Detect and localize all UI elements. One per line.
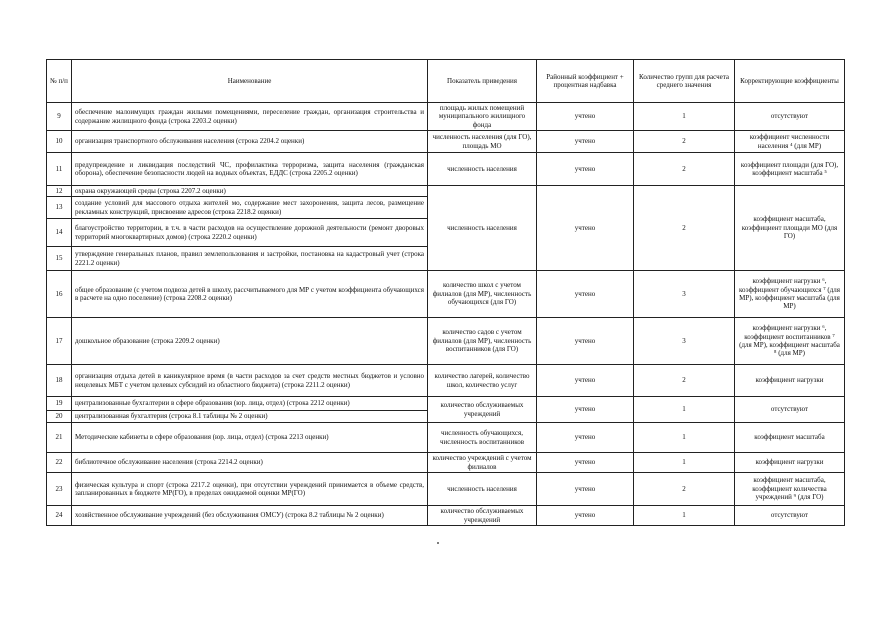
row-groups: 2 [634,473,735,506]
row-groups: 1 [634,506,735,526]
row-groups: 2 [634,153,735,186]
row-corr: коэффициент нагрузки [735,453,845,473]
row-num: 13 [47,197,72,219]
row-coef: учтено [537,365,634,397]
row-corr: коэффициент масштаба, коэффициент количества учреждений ⁹ (для ГО) [735,473,845,506]
row-num: 22 [47,453,72,473]
row-name: создание условий для массового отдыха жителей мо, содержание мест захоронения, защита лесов, размещение рекламных конструкций, присвоение адресов (строка 2218.2 оценки) [72,197,428,219]
header-regional-coef: Районный коэффициент + процентная надбавка [537,60,634,103]
row-name: благоустройство территории, в т.ч. в части расходов на осуществление дорожной деятельности (ремонт дворовых территорий многоквартирных домов) (строка 2220.2 оценки) [72,219,428,247]
group-groups: 2 [634,186,735,271]
row-num: 16 [47,271,72,318]
row-groups: 2 [634,131,735,153]
header-indicator: Показатель приведения [428,60,537,103]
row-corr: коэффициент нагрузки ⁶, коэффициент воспитанников ⁷ (для МР), коэффициент масштаба ⁸ (для МР) [735,318,845,365]
header-name: Наименование [72,60,428,103]
table-row [47,473,845,506]
table-row [47,423,845,453]
group-indicator: численность населения [428,186,537,271]
row-coef: учтено [537,453,634,473]
row-num: 23 [47,473,72,506]
row-coef: учтено [537,473,634,506]
table-row [47,186,845,197]
row-coef: учтено [537,131,634,153]
row-groups: 1 [634,453,735,473]
table-header-row [47,60,845,103]
row-name: библиотечное обслуживание населения (строка 2214.2 оценки) [72,453,428,473]
table-row [47,271,845,318]
row-corr: коэффициент нагрузки ⁶, коэффициент обучающихся ⁷ (для МР), коэффициент масштаба (для МР) [735,271,845,318]
row-indicator: количество лагерей, количество школ, количество услуг [428,365,537,397]
row-name: обеспечение малоимущих граждан жилыми помещениями, переселение граждан, организация строительства и содержание жилищного фонда (строка 2203.2 оценки) [72,103,428,131]
table-row [47,506,845,526]
row-name: утверждение генеральных планов, правил землепользования и застройки, постановка на кадастровый учет (строка 2221.2 оценки) [72,247,428,271]
row-corr: коэффициент численности населения ⁴ (для МР) [735,131,845,153]
row-name: организация транспортного обслуживания населения (строка 2204.2 оценки) [72,131,428,153]
row-groups: 1 [634,103,735,131]
row-coef: учтено [537,506,634,526]
row-name: предупреждение и ликвидация последствий ЧС, профилактика терроризма, защита населения (гражданская оборона), обеспечение безопасности людей на водных объектах, ЕДДС (строка 2205.2 оценки) [72,153,428,186]
row-coef: учтено [537,153,634,186]
header-num: № п/п [47,60,72,103]
row-num: 19 [47,397,72,411]
row-num: 11 [47,153,72,186]
table-row [47,153,845,186]
row-corr: коэффициент площади (для ГО), коэффициент масштаба ⁵ [735,153,845,186]
table-row [47,318,845,365]
row-name: централизованные бухгалтерии в сфере образования (юр. лица, отдел) (строка 2212 оценки) [72,397,428,411]
row-name: охрана окружающей среды (строка 2207.2 оценки) [72,186,428,197]
group-coef: учтено [537,397,634,423]
row-indicator: численность населения (для ГО), площадь МО [428,131,537,153]
scan-speck [437,542,439,544]
table-row [47,131,845,153]
row-num: 14 [47,219,72,247]
document-page [46,59,844,526]
coefficients-table [46,59,845,526]
row-coef: учтено [537,103,634,131]
table-row [47,103,845,131]
row-num: 17 [47,318,72,365]
row-corr: отсутствуют [735,506,845,526]
row-coef: учтено [537,271,634,318]
row-num: 9 [47,103,72,131]
row-name: общее образование (с учетом подвоза детей в школу, рассчитываемого для МР с учетом коэффициента обучающихся в расчете на одно поселение) (строка 2208.2 оценки) [72,271,428,318]
row-num: 18 [47,365,72,397]
row-coef: учтено [537,318,634,365]
row-num: 12 [47,186,72,197]
row-indicator: количество школ с учетом филиалов (для МР), численность обучающихся (для ГО) [428,271,537,318]
row-indicator: количество обслуживаемых учреждений [428,506,537,526]
group-corr: коэффициент масштаба, коэффициент площади МО (для ГО) [735,186,845,271]
row-name: хозяйственное обслуживание учреждений (без обслуживания ОМСУ) (строка 8.2 таблицы № 2 оценки) [72,506,428,526]
row-name: физическая культура и спорт (строка 2217.2 оценки), при отсутствии учреждений принимается в объеме средств, запланированных в бюджете МР(ГО), в пределах ожидаемой оценки МР(ГО) [72,473,428,506]
row-corr: отсутствуют [735,103,845,131]
table-row [47,453,845,473]
row-num: 24 [47,506,72,526]
header-groups: Количество групп для расчета среднего значения [634,60,735,103]
row-indicator: количество садов с учетом филиалов (для МР), численность воспитанников (для ГО) [428,318,537,365]
row-name: дошкольное образование (строка 2209.2 оценки) [72,318,428,365]
row-corr: коэффициент масштаба [735,423,845,453]
group-indicator: количество обслуживаемых учреждений [428,397,537,423]
row-num: 20 [47,411,72,423]
row-num: 21 [47,423,72,453]
table-row [47,365,845,397]
row-indicator: численность населения [428,473,537,506]
row-name: организация отдыха детей в каникулярное время (в части расходов за счет средств местных бюджетов и условно нецелевых МБТ с учетом целевых субсидий из областного бюджета) (строка 2211.2 оценки) [72,365,428,397]
row-num: 15 [47,247,72,271]
row-groups: 3 [634,318,735,365]
table-row [47,397,845,411]
row-indicator: численность населения [428,153,537,186]
row-indicator: количество учреждений с учетом филиалов [428,453,537,473]
row-corr: коэффициент нагрузки [735,365,845,397]
header-correction: Корректирующие коэффициенты [735,60,845,103]
group-coef: учтено [537,186,634,271]
row-groups: 3 [634,271,735,318]
group-groups: 1 [634,397,735,423]
group-corr: отсутствуют [735,397,845,423]
row-num: 10 [47,131,72,153]
row-indicator: площадь жилых помещений муниципального жилищного фонда [428,103,537,131]
row-indicator: численность обучающихся, численность воспитанников [428,423,537,453]
row-coef: учтено [537,423,634,453]
row-groups: 1 [634,423,735,453]
row-name: централизованная бухгалтерия (строка 8.1 таблицы № 2 оценки) [72,411,428,423]
row-name: Методические кабинеты в сфере образования (юр. лица, отдел) (строка 2213 оценки) [72,423,428,453]
row-groups: 2 [634,365,735,397]
